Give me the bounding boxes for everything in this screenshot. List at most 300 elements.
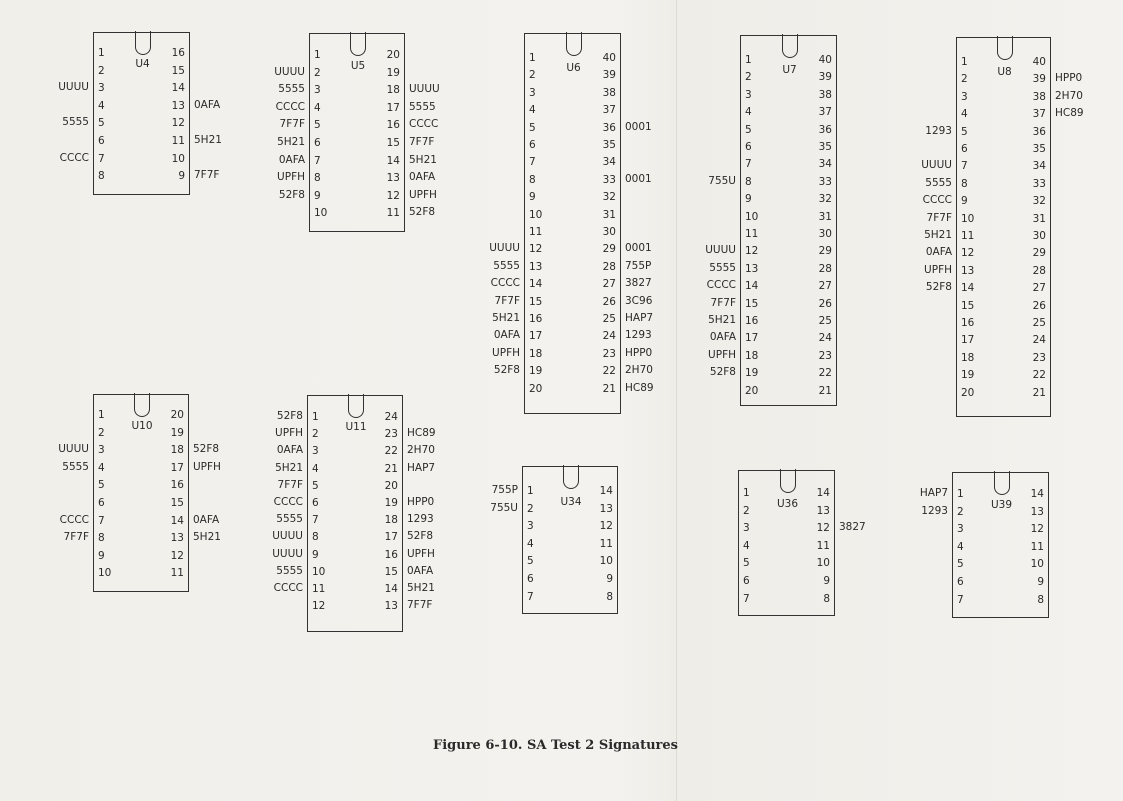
signature-label: 5555 [278, 83, 305, 96]
pin-number: 9 [178, 170, 185, 183]
pin-number: 4 [745, 106, 752, 119]
pin-number: 4 [961, 108, 968, 121]
pin-number: 26 [818, 297, 832, 310]
pin-number: 31 [818, 210, 832, 223]
signature-label: 755P [491, 484, 518, 496]
chip-label: U5 [350, 59, 366, 72]
pin-number: 3 [961, 90, 968, 103]
pin-number: 32 [818, 193, 832, 206]
signature-label: 0AFA [409, 171, 436, 184]
pin-number: 26 [602, 295, 616, 308]
chip-notch [780, 469, 796, 493]
signature-label: 0AFA [276, 444, 303, 457]
pin-number: 3 [745, 88, 752, 101]
signature-label: 3827 [839, 521, 866, 534]
signature-label: UPFH [193, 460, 221, 473]
pin-number: 17 [170, 461, 184, 474]
pin-number: 12 [170, 549, 184, 562]
signature-label: 5H21 [277, 136, 305, 148]
pin-number: 3 [312, 445, 319, 458]
pin-number: 5 [961, 125, 968, 138]
pin-number: 9 [961, 195, 968, 208]
signature-label: 3827 [625, 277, 652, 290]
chip-notch [994, 471, 1010, 495]
pin-number: 7 [527, 590, 534, 603]
pin-number: 27 [602, 278, 616, 291]
pin-number: 12 [386, 189, 400, 202]
signature-label: HPP0 [625, 346, 653, 359]
signature-label: 755U [490, 501, 518, 514]
signature-label: 5H21 [409, 153, 437, 166]
chip-label: U10 [131, 419, 153, 432]
pin-number: 9 [1037, 576, 1044, 588]
pin-number: 14 [745, 280, 759, 293]
signature-label: 1293 [407, 513, 434, 526]
signature-label: 755U [708, 174, 736, 187]
pin-number: 16 [961, 317, 975, 329]
pin-number: 12 [529, 243, 543, 256]
pin-number: 36 [602, 121, 616, 134]
pin-number: 38 [1032, 90, 1046, 103]
pin-number: 7 [745, 158, 752, 171]
chip-notch [135, 31, 151, 55]
pin-number: 38 [818, 88, 832, 101]
pin-number: 8 [312, 531, 319, 544]
pin-number: 11 [1030, 540, 1044, 553]
pin-number: 25 [1032, 317, 1046, 329]
signature-label: 52F8 [193, 443, 220, 456]
pin-number: 20 [384, 479, 398, 492]
signature-label: 1293 [925, 124, 952, 137]
pin-number: 4 [527, 537, 534, 550]
pin-number: 4 [314, 101, 321, 114]
pin-number: 33 [818, 175, 832, 188]
pin-number: 14 [816, 487, 830, 499]
pin-number: 39 [1032, 73, 1046, 86]
pin-number: 14 [170, 514, 184, 527]
pin-number: 30 [602, 226, 616, 238]
signature-label: 2H70 [625, 364, 653, 377]
pin-number: 1 [314, 49, 321, 61]
pin-number: 2 [98, 426, 105, 439]
pin-number: 6 [743, 575, 750, 587]
chip-label: U4 [135, 57, 150, 70]
pin-number: 5 [312, 479, 319, 492]
signature-label: 52F8 [709, 366, 736, 379]
pin-number: 15 [745, 297, 759, 310]
pin-number: 14 [599, 485, 613, 497]
pin-number: 1 [529, 52, 536, 64]
chip-u5 [309, 33, 405, 232]
signature-label: 2H70 [1055, 89, 1083, 102]
pin-number: 11 [312, 583, 326, 595]
signature-label: 7F7F [194, 169, 220, 182]
signature-label: 5555 [493, 259, 520, 272]
signature-label: 5555 [62, 460, 89, 473]
pin-number: 10 [98, 567, 112, 580]
pin-number: 1 [745, 54, 752, 66]
signature-label: 52F8 [493, 364, 520, 377]
pin-number: 10 [171, 152, 185, 165]
pin-number: 23 [1032, 351, 1046, 364]
pin-number: 2 [743, 504, 750, 517]
signature-label: UUUU [58, 443, 89, 456]
signature-label: 0AFA [925, 246, 952, 259]
pin-number: 19 [384, 497, 398, 509]
pin-number: 36 [1032, 125, 1046, 138]
pin-number: 38 [602, 86, 616, 99]
signature-label: 7F7F [279, 118, 305, 131]
pin-number: 13 [529, 260, 543, 273]
signature-label: CCCC [409, 118, 439, 131]
signature-label: UUUU [921, 159, 952, 172]
chip-notch [348, 394, 364, 418]
signature-label: 0AFA [709, 331, 736, 344]
pin-number: 1 [743, 487, 750, 499]
pin-number: 5 [743, 557, 750, 570]
pin-number: 34 [602, 156, 616, 169]
signature-label: HAP7 [407, 461, 436, 474]
signature-label: 5H21 [708, 314, 736, 326]
pin-number: 11 [386, 207, 400, 220]
signature-label: UPFH [409, 188, 437, 201]
pin-number: 12 [816, 522, 830, 535]
pin-number: 5 [314, 119, 321, 132]
pin-number: 31 [1032, 212, 1046, 225]
pin-number: 23 [602, 347, 616, 360]
pin-number: 22 [818, 367, 832, 380]
signature-label: UUUU [409, 83, 440, 96]
pin-number: 16 [384, 548, 398, 561]
pin-number: 13 [170, 532, 184, 545]
signature-label: 0001 [625, 242, 652, 255]
pin-number: 15 [386, 137, 400, 149]
chip-label: U8 [997, 66, 1012, 79]
signature-label: 5H21 [193, 531, 221, 544]
pin-number: 13 [384, 600, 398, 613]
signature-label: 0AFA [194, 98, 221, 111]
pin-number: 34 [1032, 160, 1046, 173]
pin-number: 5 [527, 555, 534, 568]
pin-number: 35 [818, 141, 832, 153]
signature-label: UUUU [58, 81, 89, 94]
pin-number: 4 [98, 99, 105, 112]
signature-label: 0001 [625, 120, 652, 133]
pin-number: 10 [312, 565, 326, 578]
pin-number: 28 [1032, 264, 1046, 277]
pin-number: 3 [957, 523, 964, 536]
pin-number: 36 [818, 123, 832, 136]
pin-number: 1 [527, 485, 534, 497]
signature-label: 2H70 [407, 444, 435, 457]
pin-number: 2 [98, 64, 105, 77]
pin-number: 6 [527, 573, 534, 585]
pin-number: 23 [384, 428, 398, 441]
signature-label: UPFH [492, 346, 520, 359]
chip-u10 [93, 394, 189, 592]
signature-label: UPFH [277, 171, 305, 184]
pin-number: 2 [957, 505, 964, 518]
pin-number: 13 [171, 99, 185, 112]
pin-number: 9 [745, 193, 752, 206]
chip-notch [782, 34, 798, 58]
pin-number: 22 [1032, 369, 1046, 382]
pin-number: 20 [961, 386, 975, 399]
pin-number: 24 [384, 411, 398, 423]
signature-label: 0AFA [407, 564, 434, 577]
signature-label: UPFH [924, 263, 952, 276]
pin-number: 15 [171, 64, 185, 77]
signature-label: 7F7F [63, 531, 89, 544]
pin-number: 4 [529, 104, 536, 117]
pin-number: 21 [602, 382, 616, 395]
figure-caption: Figure 6-10. SA Test 2 Signatures [433, 738, 679, 753]
pin-number: 9 [606, 573, 613, 585]
chip-notch [566, 32, 582, 56]
pin-number: 17 [386, 101, 400, 114]
pin-number: 23 [818, 349, 832, 362]
pin-number: 10 [314, 207, 328, 220]
pin-number: 18 [745, 349, 759, 362]
pin-number: 25 [602, 313, 616, 325]
pin-number: 7 [961, 160, 968, 173]
chip-label: U6 [566, 62, 581, 75]
pin-number: 12 [171, 117, 185, 130]
pin-number: 18 [386, 84, 400, 97]
chip-notch [134, 393, 150, 417]
pin-number: 13 [816, 504, 830, 517]
pin-number: 40 [602, 52, 616, 64]
signature-label: 5H21 [194, 134, 222, 146]
pin-number: 4 [312, 462, 319, 475]
pin-number: 7 [312, 514, 319, 527]
signature-label: CCCC [706, 279, 736, 292]
chip-notch [997, 36, 1013, 60]
signature-label: 5555 [925, 176, 952, 189]
signature-label: CCCC [922, 194, 952, 207]
pin-number: 37 [1032, 108, 1046, 121]
chip-label: U11 [345, 421, 367, 434]
signature-label: 1293 [921, 504, 948, 517]
pin-number: 18 [170, 444, 184, 457]
page-fold [676, 0, 677, 801]
signature-label: 5H21 [407, 582, 435, 594]
pin-number: 3 [314, 84, 321, 97]
signature-label: 52F8 [278, 188, 305, 201]
signature-label: UUUU [272, 530, 303, 543]
pin-number: 28 [602, 260, 616, 273]
pin-number: 29 [1032, 247, 1046, 260]
chip-u6 [524, 33, 621, 414]
pin-number: 14 [1030, 488, 1044, 500]
signature-label: 1293 [625, 329, 652, 342]
pin-number: 5 [745, 123, 752, 136]
signature-label: 5555 [62, 116, 89, 129]
pin-number: 13 [745, 262, 759, 275]
pin-number: 15 [961, 299, 975, 312]
pin-number: 11 [961, 230, 975, 242]
signature-label: 5555 [276, 513, 303, 526]
signature-label: HPP0 [407, 496, 435, 508]
pin-number: 15 [529, 295, 543, 308]
pin-number: 19 [170, 426, 184, 439]
pin-number: 19 [745, 367, 759, 380]
pin-number: 19 [529, 365, 543, 378]
pin-number: 16 [529, 313, 543, 325]
pin-number: 32 [602, 191, 616, 204]
pin-number: 18 [961, 351, 975, 364]
signature-label: 52F8 [407, 530, 434, 543]
signature-label: 0AFA [493, 329, 520, 342]
pin-number: 12 [1030, 523, 1044, 536]
pin-number: 12 [599, 520, 613, 533]
pin-number: 1 [98, 47, 105, 59]
pin-number: 29 [602, 243, 616, 256]
pin-number: 9 [823, 575, 830, 587]
signature-label: CCCC [490, 277, 520, 290]
signature-label: 7F7F [277, 478, 303, 491]
signature-label: CCCC [59, 151, 89, 164]
pin-number: 3 [529, 86, 536, 99]
pin-number: 15 [170, 497, 184, 509]
chip-label: U34 [560, 495, 582, 508]
pin-number: 6 [98, 497, 105, 509]
pin-number: 32 [1032, 195, 1046, 208]
pin-number: 17 [961, 334, 975, 347]
pin-number: 7 [98, 514, 105, 527]
pin-number: 8 [98, 532, 105, 545]
pin-number: 27 [1032, 282, 1046, 295]
signature-label: UUUU [705, 244, 736, 257]
pin-number: 28 [818, 262, 832, 275]
pin-number: 2 [745, 71, 752, 84]
signature-label: UUUU [274, 65, 305, 78]
signature-label: HPP0 [1055, 72, 1083, 85]
pin-number: 12 [961, 247, 975, 260]
pin-number: 31 [602, 208, 616, 221]
pin-number: 19 [961, 369, 975, 382]
pin-number: 17 [529, 330, 543, 343]
pin-number: 5 [98, 479, 105, 492]
pin-number: 39 [602, 69, 616, 82]
signature-label: 5555 [409, 100, 436, 113]
pin-number: 6 [314, 137, 321, 149]
pin-number: 20 [529, 382, 543, 395]
pin-number: 37 [602, 104, 616, 117]
pin-number: 11 [529, 226, 543, 238]
pin-number: 8 [606, 590, 613, 603]
pin-number: 7 [314, 154, 321, 167]
pin-number: 14 [529, 278, 543, 291]
signature-label: HC89 [407, 427, 436, 440]
signature-label: 7F7F [407, 599, 433, 612]
pin-number: 7 [529, 156, 536, 169]
pin-number: 33 [602, 173, 616, 186]
signature-label: 0001 [625, 172, 652, 185]
pin-number: 30 [1032, 230, 1046, 242]
pin-number: 16 [386, 119, 400, 132]
signature-label: CCCC [59, 513, 89, 526]
pin-number: 14 [386, 154, 400, 167]
pin-number: 6 [745, 141, 752, 153]
pin-number: 15 [384, 565, 398, 578]
pin-number: 8 [529, 173, 536, 186]
pin-number: 14 [171, 82, 185, 95]
pin-number: 1 [312, 411, 319, 423]
pin-number: 24 [1032, 334, 1046, 347]
pin-number: 14 [384, 583, 398, 595]
pin-number: 8 [823, 592, 830, 605]
pin-number: 3 [743, 522, 750, 535]
signature-label: 7F7F [409, 136, 435, 148]
pin-number: 8 [745, 175, 752, 188]
signature-label: UUUU [489, 242, 520, 255]
pin-number: 10 [745, 210, 759, 223]
chip-u36 [738, 470, 835, 616]
chip-u39 [952, 472, 1049, 618]
pin-number: 2 [527, 502, 534, 515]
signature-label: 7F7F [494, 294, 520, 307]
pin-number: 12 [312, 600, 326, 613]
pin-number: 40 [1032, 56, 1046, 68]
signature-label: HC89 [625, 381, 654, 394]
pin-number: 9 [314, 189, 321, 202]
pin-number: 4 [957, 540, 964, 553]
signature-label: 7F7F [926, 211, 952, 224]
chip-u34 [522, 466, 618, 614]
pin-number: 10 [1030, 558, 1044, 571]
signature-label: 5555 [709, 261, 736, 274]
pin-number: 5 [957, 558, 964, 571]
pin-number: 3 [98, 82, 105, 95]
chip-label: U7 [782, 64, 797, 77]
pin-number: 9 [312, 548, 319, 561]
pin-number: 6 [529, 139, 536, 151]
pin-number: 13 [386, 172, 400, 185]
pin-number: 8 [1037, 593, 1044, 606]
pin-number: 11 [745, 228, 759, 240]
pin-number: 13 [599, 502, 613, 515]
pin-number: 33 [1032, 177, 1046, 190]
signature-label: CCCC [275, 100, 305, 113]
pin-number: 7 [743, 592, 750, 605]
pin-number: 22 [602, 365, 616, 378]
pin-number: 2 [529, 69, 536, 82]
pin-number: 1 [957, 488, 964, 500]
signature-label: 5H21 [924, 229, 952, 241]
signature-label: 7F7F [710, 296, 736, 309]
pin-number: 16 [745, 315, 759, 327]
pin-number: 13 [961, 264, 975, 277]
pin-number: 11 [816, 539, 830, 552]
pin-number: 1 [961, 56, 968, 68]
pin-number: 11 [171, 135, 185, 147]
signature-label: CCCC [273, 496, 303, 508]
pin-number: 26 [1032, 299, 1046, 312]
pin-number: 21 [818, 384, 832, 397]
pin-number: 17 [384, 531, 398, 544]
pin-number: 20 [386, 49, 400, 61]
signature-label: 0AFA [278, 153, 305, 166]
pin-number: 34 [818, 158, 832, 171]
pin-number: 25 [818, 315, 832, 327]
pin-number: 39 [818, 71, 832, 84]
pin-number: 10 [599, 555, 613, 568]
pin-number: 6 [312, 497, 319, 509]
pin-number: 7 [957, 593, 964, 606]
chip-u8 [956, 37, 1051, 417]
pin-number: 18 [384, 514, 398, 527]
